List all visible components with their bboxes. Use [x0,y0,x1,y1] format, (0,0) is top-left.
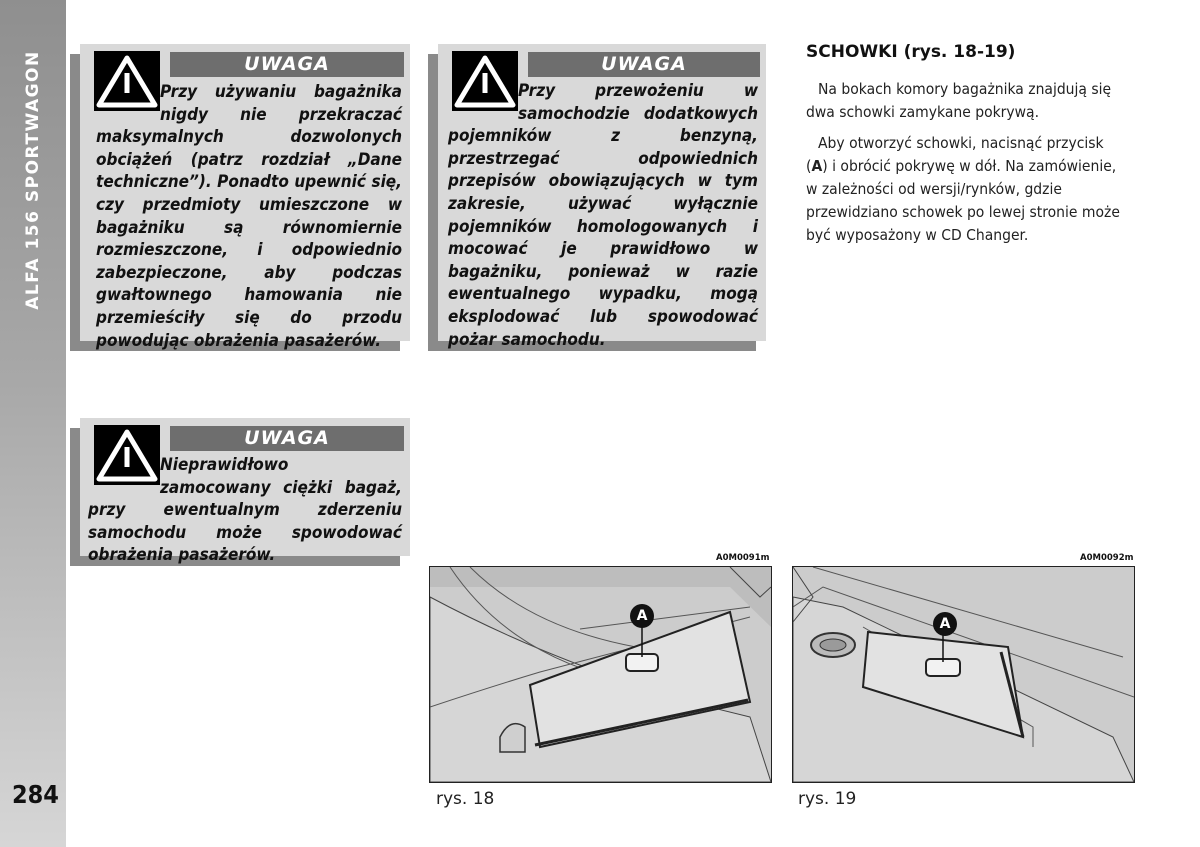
figure-19 [792,566,1135,783]
warning-box-3 [80,418,410,566]
paragraph-1: Na bokach komory bagażnika znajdują się dwa schowki zamykane pokrywą. [806,80,1112,121]
side-band [0,0,66,847]
warning-text: Przy przewożeniu w samochodzie dodatkowych pojemników z benzyną, przestrzegać odpowiednich przepisów obowiązujących w tym zakresie, używać wyłącznie pojemników homologowanych i mocować je prawidłowo w bagażniku, ponieważ w razie ewentualnego wypadku, mogą eksplodować lub spowodować pożar samochodu. [448,81,758,350]
trunk-compartment-illustration [430,567,771,782]
callout-label-a: A [933,612,957,636]
page-number: 284 [12,780,59,809]
warning-text: Przy używaniu bagażnika nigdy nie przekraczać maksymalnych dozwolonych obciążeń (patrz rozdział „Dane techniczne”). Ponadto upewnić się, czy przedmioty umieszczone w bagażniku są równomiernie rozmieszczone, i odpowiednio zabezpieczone, aby podczas gwałtownego hamowania nie przemieściły się do przodu powodując obrażenia pasażerów. [96,82,402,351]
figure-caption: rys. 19 [798,789,857,809]
section-title: SCHOWKI (rys. 18-19) [806,42,1016,62]
warning-text: Nieprawidłowo zamocowany ciężki bagaż, przy ewentualnym zderzeniu samochodu może spowodować obrażenia pasażerów. [88,455,402,566]
figure-18 [429,566,772,783]
paragraph-2: Aby otworzyć schowki, nacisnąć przycisk (A) i obrócić pokrywę w dół. Na zamówienie, w zależności od wersji/rynków, gdzie przewidziano schowek po lewej stronie może być wyposażony w CD Changer. [806,134,1120,244]
callout-label-a: A [630,604,654,628]
warning-heading: UWAGA [170,52,404,77]
figure-code: A0M0092m [1080,553,1134,563]
warning-heading: UWAGA [528,52,760,77]
warning-box-1 [80,44,410,351]
side-title: ALFA 156 SPORTWAGON [23,50,43,310]
figure-code: A0M0091m [716,553,770,563]
trunk-compartment-illustration [793,567,1134,782]
figure-caption: rys. 18 [436,789,495,809]
warning-box-2 [438,44,766,350]
warning-heading: UWAGA [170,426,404,451]
